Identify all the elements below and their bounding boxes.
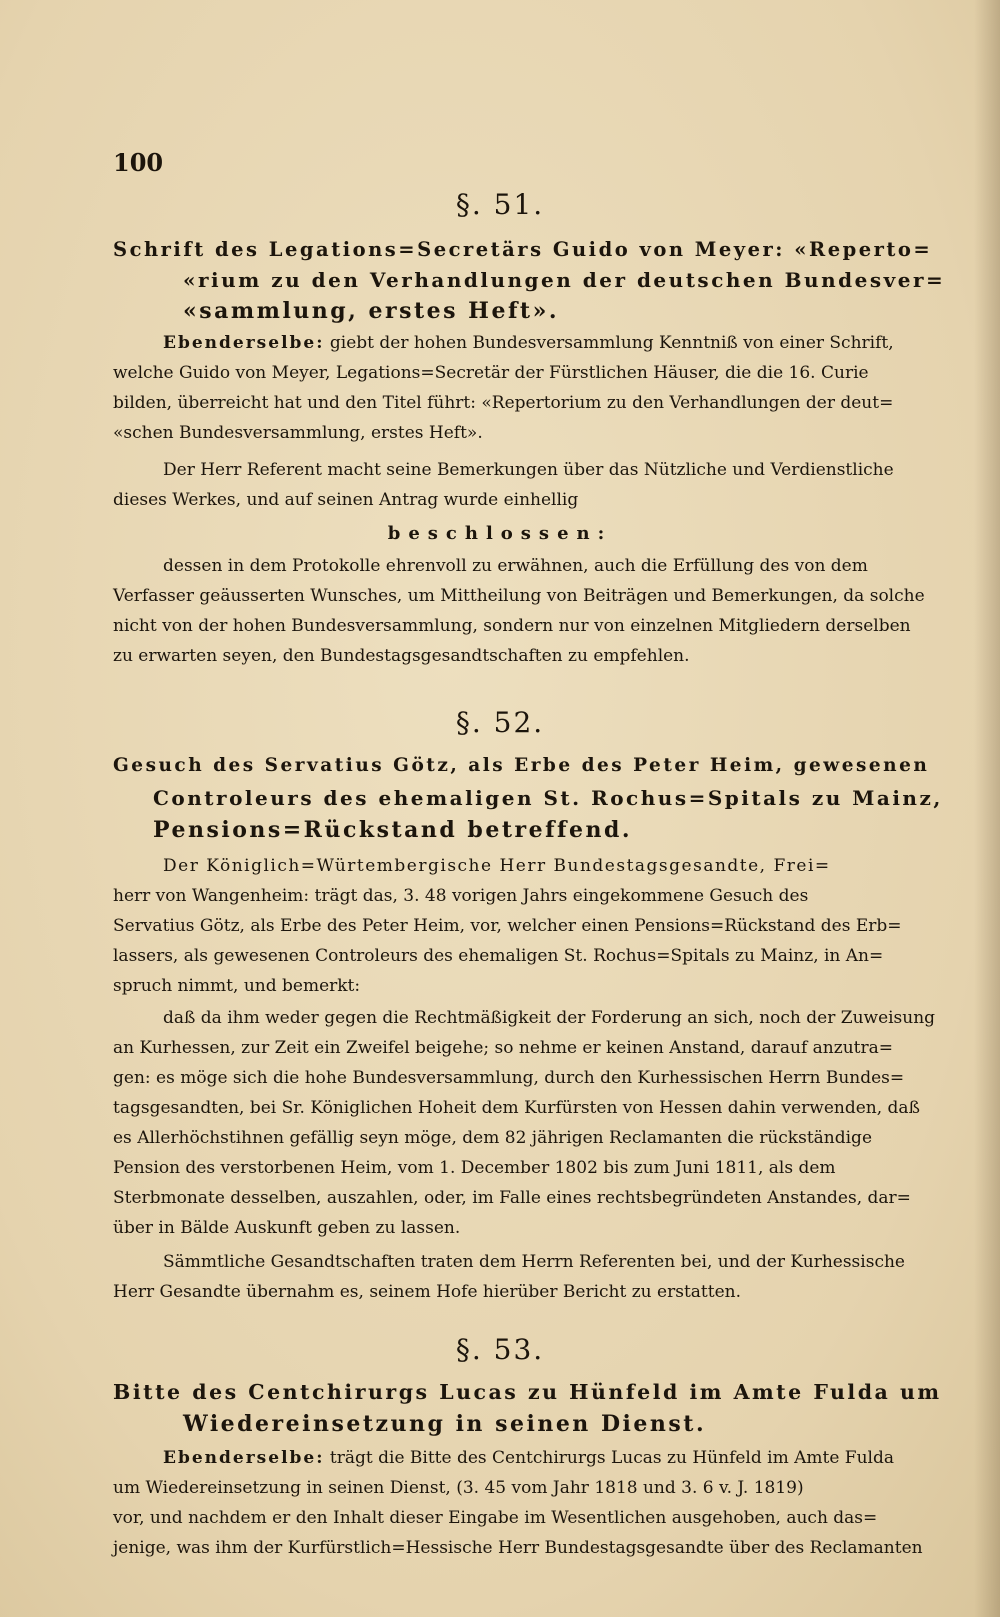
section-52-para-1-lead: Der Königlich=Würtembergische Herr Bundestagsgesandte, Frei= <box>163 856 831 876</box>
section-52-para-1-line-4: spruch nimmt, und bemerkt: <box>113 976 361 996</box>
section-52-para-2-line-3: gen: es möge sich die hohe Bundesversammlung, durch den Kurhessischen Herrn Bundes= <box>113 1068 905 1088</box>
section-53-para-1-line-4: jenige, was ihm der Kurfürstlich=Hessische Herr Bundestagsgesandte über des Reclamanten <box>113 1538 923 1558</box>
section-52-heading-line-1: Gesuch des Servatius Götz, als Erbe des Peter Heim, gewesenen <box>113 755 930 776</box>
section-53-para-1-line-1: Ebenderselbe: trägt die Bitte des Centchirurgs Lucas zu Hünfeld im Amte Fulda <box>163 1448 894 1468</box>
section-53-para-1-line-3: vor, und nachdem er den Inhalt dieser Eingabe im Wesentlichen ausgehoben, auch das= <box>113 1508 878 1528</box>
section-52-para-1-line-1: herr von Wangenheim: trägt das, 3. 48 vorigen Jahrs eingekommene Gesuch des <box>113 886 809 906</box>
section-51-para-1-line-4: «schen Bundesversammlung, erstes Heft». <box>113 423 483 443</box>
resolution-heading: beschlossen: <box>387 523 613 544</box>
section-52-para-1-line-2: Servatius Götz, als Erbe des Peter Heim, vor, welcher einen Pensions=Rückstand des Erb= <box>113 916 902 936</box>
section-53-title: §. 53. <box>455 1333 545 1366</box>
section-51-para-1-line-3: bilden, überreicht hat und den Titel führt: «Repertorium zu den Verhandlungen der deut= <box>113 393 894 413</box>
section-52-para-1-line-3: lassers, als gewesenen Controleurs des ehemaligen St. Rochus=Spitals zu Mainz, in An= <box>113 946 884 966</box>
section-52-para-2-line-1: daß da ihm weder gegen die Rechtmäßigkeit der Forderung an sich, noch der Zuweisung <box>163 1008 936 1028</box>
page-number: 100 <box>113 148 164 177</box>
section-52-para-2-line-6: Pension des verstorbenen Heim, vom 1. December 1802 bis zum Juni 1811, als dem <box>113 1158 836 1178</box>
section-52-para-2-line-5: es Allerhöchstihnen gefällig seyn möge, dem 82 jährigen Reclamanten die rückständige <box>113 1128 872 1148</box>
section-53-heading-line-1: Bitte des Centchirurgs Lucas zu Hünfeld im Amte Fulda um <box>113 1380 942 1404</box>
section-51-para-1-line-1: Ebenderselbe: giebt der hohen Bundesversammlung Kenntniß von einer Schrift, <box>163 333 894 353</box>
section-51-para-3-line-4: zu erwarten seyen, den Bundestagsgesandtschaften zu empfehlen. <box>113 646 690 666</box>
section-51-para-3-line-1: dessen in dem Protokolle ehrenvoll zu erwähnen, auch die Erfüllung des von dem <box>163 556 868 576</box>
section-51-heading-line-2: «rium zu den Verhandlungen der deutschen Bundesver= <box>183 268 946 292</box>
section-53-para-1-line-2: um Wiedereinsetzung in seinen Dienst, (3. 45 vom Jahr 1818 und 3. 6 v. J. 1819) <box>113 1478 804 1498</box>
section-51-para-2-line-2: dieses Werkes, und auf seinen Antrag wurde einhellig <box>113 490 579 510</box>
section-51-para-1-line-2: welche Guido von Meyer, Legations=Secretär der Fürstlichen Häuser, die die 16. Curie <box>113 363 869 383</box>
section-51-heading-line-1: Schrift des Legations=Secretärs Guido von Meyer: «Reperto= <box>113 238 933 261</box>
section-52-title: §. 52. <box>455 706 545 739</box>
section-53-heading-line-2: Wiedereinsetzung in seinen Dienst. <box>183 1411 707 1437</box>
section-52-para-3-line-1: Sämmtliche Gesandtschaften traten dem Herrn Referenten bei, und der Kurhessische <box>163 1252 905 1272</box>
section-52-para-3-line-2: Herr Gesandte übernahm es, seinem Hofe hierüber Bericht zu erstatten. <box>113 1282 741 1302</box>
section-52-heading-line-3: Pensions=Rückstand betreffend. <box>153 817 633 843</box>
section-52-para-2-line-4: tagsgesandten, bei Sr. Königlichen Hoheit dem Kurfürsten von Hessen dahin verwenden, daß <box>113 1098 920 1118</box>
section-51-title: §. 51. <box>455 188 545 221</box>
section-51-para-2-line-1: Der Herr Referent macht seine Bemerkungen über das Nützliche und Verdienstliche <box>163 460 894 480</box>
section-51-para-3-line-2: Verfasser geäusserten Wunsches, um Mittheilung von Beiträgen und Bemerkungen, da solche <box>113 586 925 606</box>
section-52-para-2-line-2: an Kurhessen, zur Zeit ein Zweifel beigehe; so nehme er keinen Anstand, darauf anzutra= <box>113 1038 893 1058</box>
section-52-heading-line-2: Controleurs des ehemaligen St. Rochus=Spitals zu Mainz, <box>153 786 943 810</box>
section-52-para-2-line-8: über in Bälde Auskunft geben zu lassen. <box>113 1218 461 1238</box>
section-51-heading-line-3: «sammlung, erstes Heft». <box>183 298 559 324</box>
section-51-para-3-line-3: nicht von der hohen Bundesversammlung, sondern nur von einzelnen Mitgliedern derselben <box>113 616 911 636</box>
section-52-para-2-line-7: Sterbmonate desselben, auszahlen, oder, im Falle eines rechtsbegründeten Anstandes, dar= <box>113 1188 911 1208</box>
